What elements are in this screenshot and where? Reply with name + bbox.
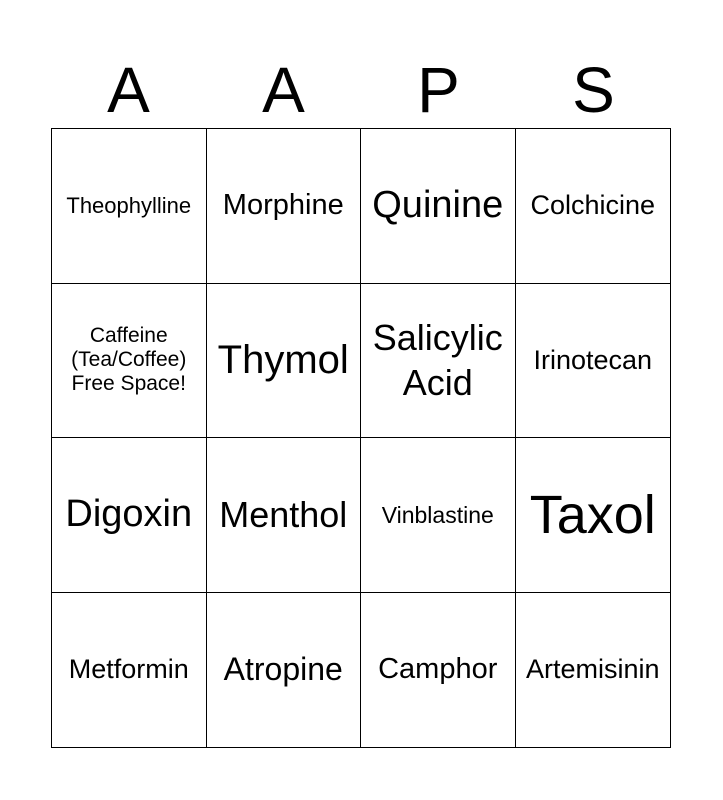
cell-label: Menthol xyxy=(219,494,348,536)
header-letter-3: P xyxy=(417,54,460,126)
bingo-cell-r3c4[interactable] xyxy=(516,438,671,593)
header-letter-1: A xyxy=(107,54,150,126)
bingo-cell-r4c4[interactable] xyxy=(516,593,671,748)
bingo-cell-r4c3[interactable] xyxy=(361,593,516,748)
cell-label: Colchicine xyxy=(530,190,656,221)
bingo-board xyxy=(51,128,671,748)
bingo-cell-r3c3[interactable] xyxy=(361,438,516,593)
bingo-cell-r1c2[interactable] xyxy=(207,129,362,284)
cell-label: Salicylic Acid xyxy=(372,317,503,404)
header-letter-2: A xyxy=(262,54,305,126)
bingo-cell-r2c4[interactable] xyxy=(516,284,671,439)
bingo-header xyxy=(51,52,671,128)
bingo-cell-r1c4[interactable] xyxy=(516,129,671,284)
free-space-cell[interactable] xyxy=(52,284,207,439)
cell-label: Morphine xyxy=(222,189,344,222)
bingo-cell-r3c2[interactable] xyxy=(207,438,362,593)
bingo-cell-r4c1[interactable] xyxy=(52,593,207,748)
bingo-cell-r3c1[interactable] xyxy=(52,438,207,593)
cell-label: Atropine xyxy=(223,651,343,688)
bingo-cell-r2c2[interactable] xyxy=(207,284,362,439)
bingo-cell-r2c3[interactable] xyxy=(361,284,516,439)
cell-label: Digoxin xyxy=(65,492,193,535)
cell-label: Vinblastine xyxy=(381,501,494,528)
cell-label: Artemisinin xyxy=(525,654,660,685)
cell-label: Theophylline xyxy=(66,193,192,219)
header-letter-4: S xyxy=(572,54,615,126)
cell-label: Irinotecan xyxy=(533,344,653,375)
cell-label: Thymol xyxy=(217,338,349,383)
bingo-cell-r1c3[interactable] xyxy=(361,129,516,284)
cell-label: Quinine xyxy=(372,183,504,226)
cell-label: Taxol xyxy=(529,484,656,545)
bingo-cell-r1c1[interactable] xyxy=(52,129,207,284)
free-space-label: Caffeine (Tea/Coffee) Free Space! xyxy=(71,324,187,396)
bingo-cell-r4c2[interactable] xyxy=(207,593,362,748)
cell-label: Camphor xyxy=(378,653,498,686)
cell-label: Metformin xyxy=(68,654,189,685)
